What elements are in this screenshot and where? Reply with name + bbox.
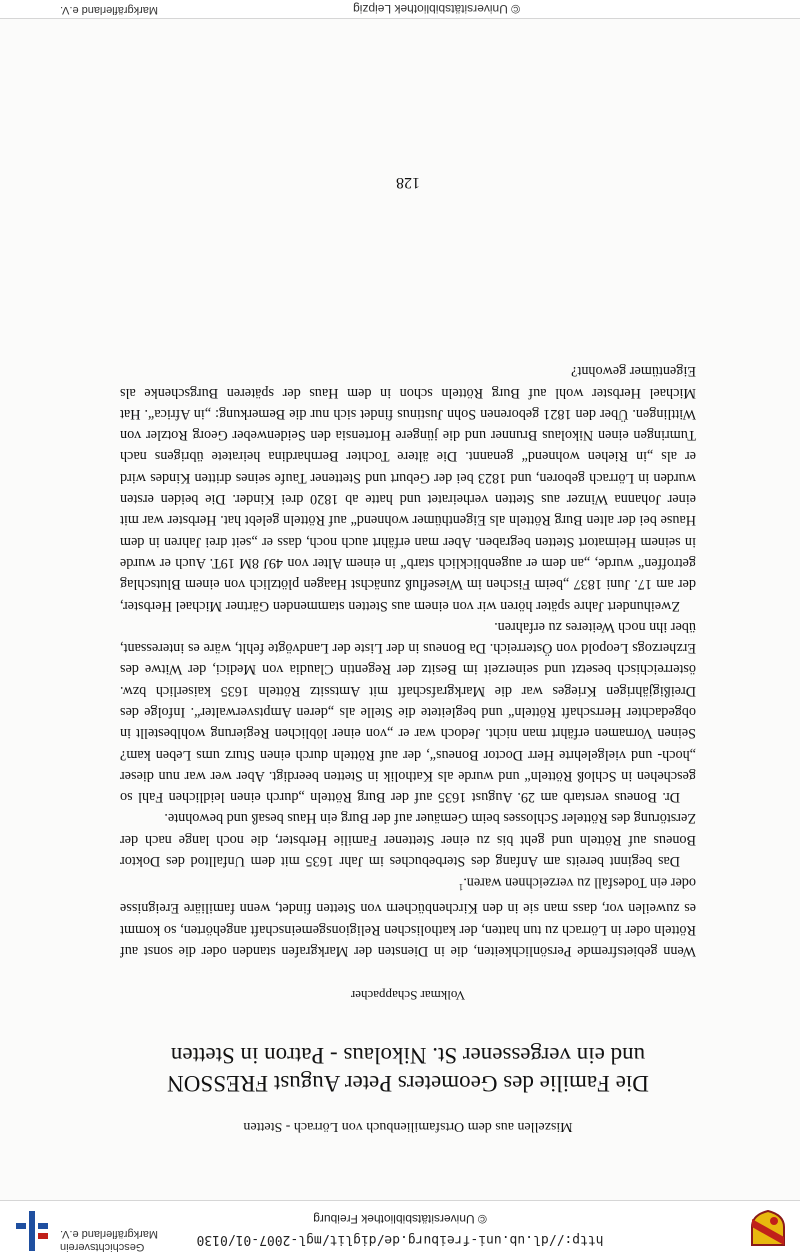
- paragraph: Wenn gebietsfremde Persönlichkeiten, die in Diensten der Markgrafen standen oder die sonst auf Rötteln oder in Lörrach zu tun hatten, der katholischen Religionsgemeinschaft angehörten, so kommt es zuweilen vor, dass man sie in den Kirchenbüchern von Stetten findet, wenn familiäre Ereignisse oder ein Todesfall zu verzeichnen waren.$^1$: [120, 874, 696, 959]
- article-text: [120, 360, 696, 961]
- header-copyright: © Universitätsbibliothek Freiburg: [313, 1212, 487, 1226]
- article-title-line1: Die Familie des Geometers Peter August FRESSON: [167, 1071, 649, 1096]
- footnote-marker: 1: [458, 882, 464, 893]
- article-title-line2: und ein vergessener St. Nikolaus - Patron in Stetten: [170, 1043, 646, 1068]
- paragraph: Dr. Boneus verstarb am 29. August 1635 auf der Burg Rötteln „durch einen leidlichen Fahl so geschehen in Schloß Rötteln“ und wurde als Katholik in Stetten beerdigt. Aber wer war nun dieser „hoch- und vielgelehrte Herr Doctor Boneus“, der auf Rötteln durch einen Sturz ums Leben kam? Seinen Vornamen erfährt man nicht. Jedoch war er „von einer löblichen Regierung wohlbestellt in obgedachter Herrschaft Rötteln“ und begleitete die Stelle als „deren Amptsverwalter“. Infolge des Dreißigjährigen Krieges war die Markgrafschaft mit Amtssitz Rötteln 1635 kaiserlich bzw. österreichisch besetzt und seinerzeit im Besitz der Regentin Claudia von Medici, der Witwe des Erzherzogs Leopold von Österreich. Da Boneus in der Liste der Landvögte fehlt, wäre es interessant, über ihn noch Weiteres zu erfahren.: [120, 618, 696, 806]
- article-title: [120, 1041, 696, 1097]
- paragraph: Das beginnt bereits am Anfang des Sterbebuches im Jahr 1635 mit dem Unfalltod des Doktor Boneus auf Rötteln und geht bis zu einer Stettener Familie Herbster, die noch lange nach der Zerstörung des Rötteler Schlosses beim Gemäuer auf der Burg ein Haus besaß und bewohnte.: [120, 810, 696, 870]
- document-url[interactable]: http://dl.ub.uni-freiburg.de/diglit/mgl-2007-01/0130: [196, 1232, 604, 1247]
- society-name-line2: Markgräflerland e.V.: [60, 1228, 159, 1240]
- viewer-footer-strip: [0, 0, 800, 19]
- header-info: [130, 1209, 670, 1249]
- viewer-header: [0, 1200, 800, 1259]
- university-library-logo-icon: [12, 1209, 52, 1253]
- footer-society: Markgräflerland e.V.: [60, 4, 159, 16]
- page-number: 128: [396, 174, 420, 191]
- article-author: Volkmar Schappacher: [350, 988, 466, 1003]
- society-name-line1: Geschichtsverein: [60, 1241, 145, 1253]
- footer-copyright: © Universitätsbibliothek Leipzig: [353, 2, 520, 16]
- paragraph: Zweihundert Jahre später hören wir von einem aus Stetten stammenden Gärtner Michael Herbster, der am 17. Juni 1837 „beim Fischen im Wiesefluß zunächst Haagen plötzlich von einem Blutschlag getroffen“ wurde, „an dem er augenblicklich starb“ in einem Alter von 49J 8M 19T. Auch er wurde in seinem Heimatort Stetten begraben. Aber man erfährt auch noch, dass er „seit drei Jahren in dem Hause bei der alten Burg Rötteln als Eigenthümer wohnend“ auf Rötteln gelebt hat. Herbster war mit einer Johanna Winzer aus Stetten verheiratet und hatte ab 1820 drei Kinder. Die beiden ersten wurden in Lörrach geboren, und 1823 bei der Geburt und Stettener Taufe seines dritten Kindes wird er als „in Riehen wohnend“ genannt. Die ältere Tochter Bernhardina heiratete übrigens nach Tumringen einen Nikolaus Brunner und die jüngere Hortensia den Seidenweber Georg Rotzler von Wittlingen. Über den 1821 geborenen Sohn Justinus findet sich nur die Bemerkung: „in Africa“. Hat Michael Herbster wohl auf Burg Rötteln schon in dem Haus der späteren Burgschenke als Eigentümer gewohnt?: [120, 363, 696, 614]
- society-crest-icon: [748, 1209, 788, 1249]
- series-heading: Miszellen aus dem Ortsfamilienbuch von Lörrach - Stetten: [243, 1119, 573, 1134]
